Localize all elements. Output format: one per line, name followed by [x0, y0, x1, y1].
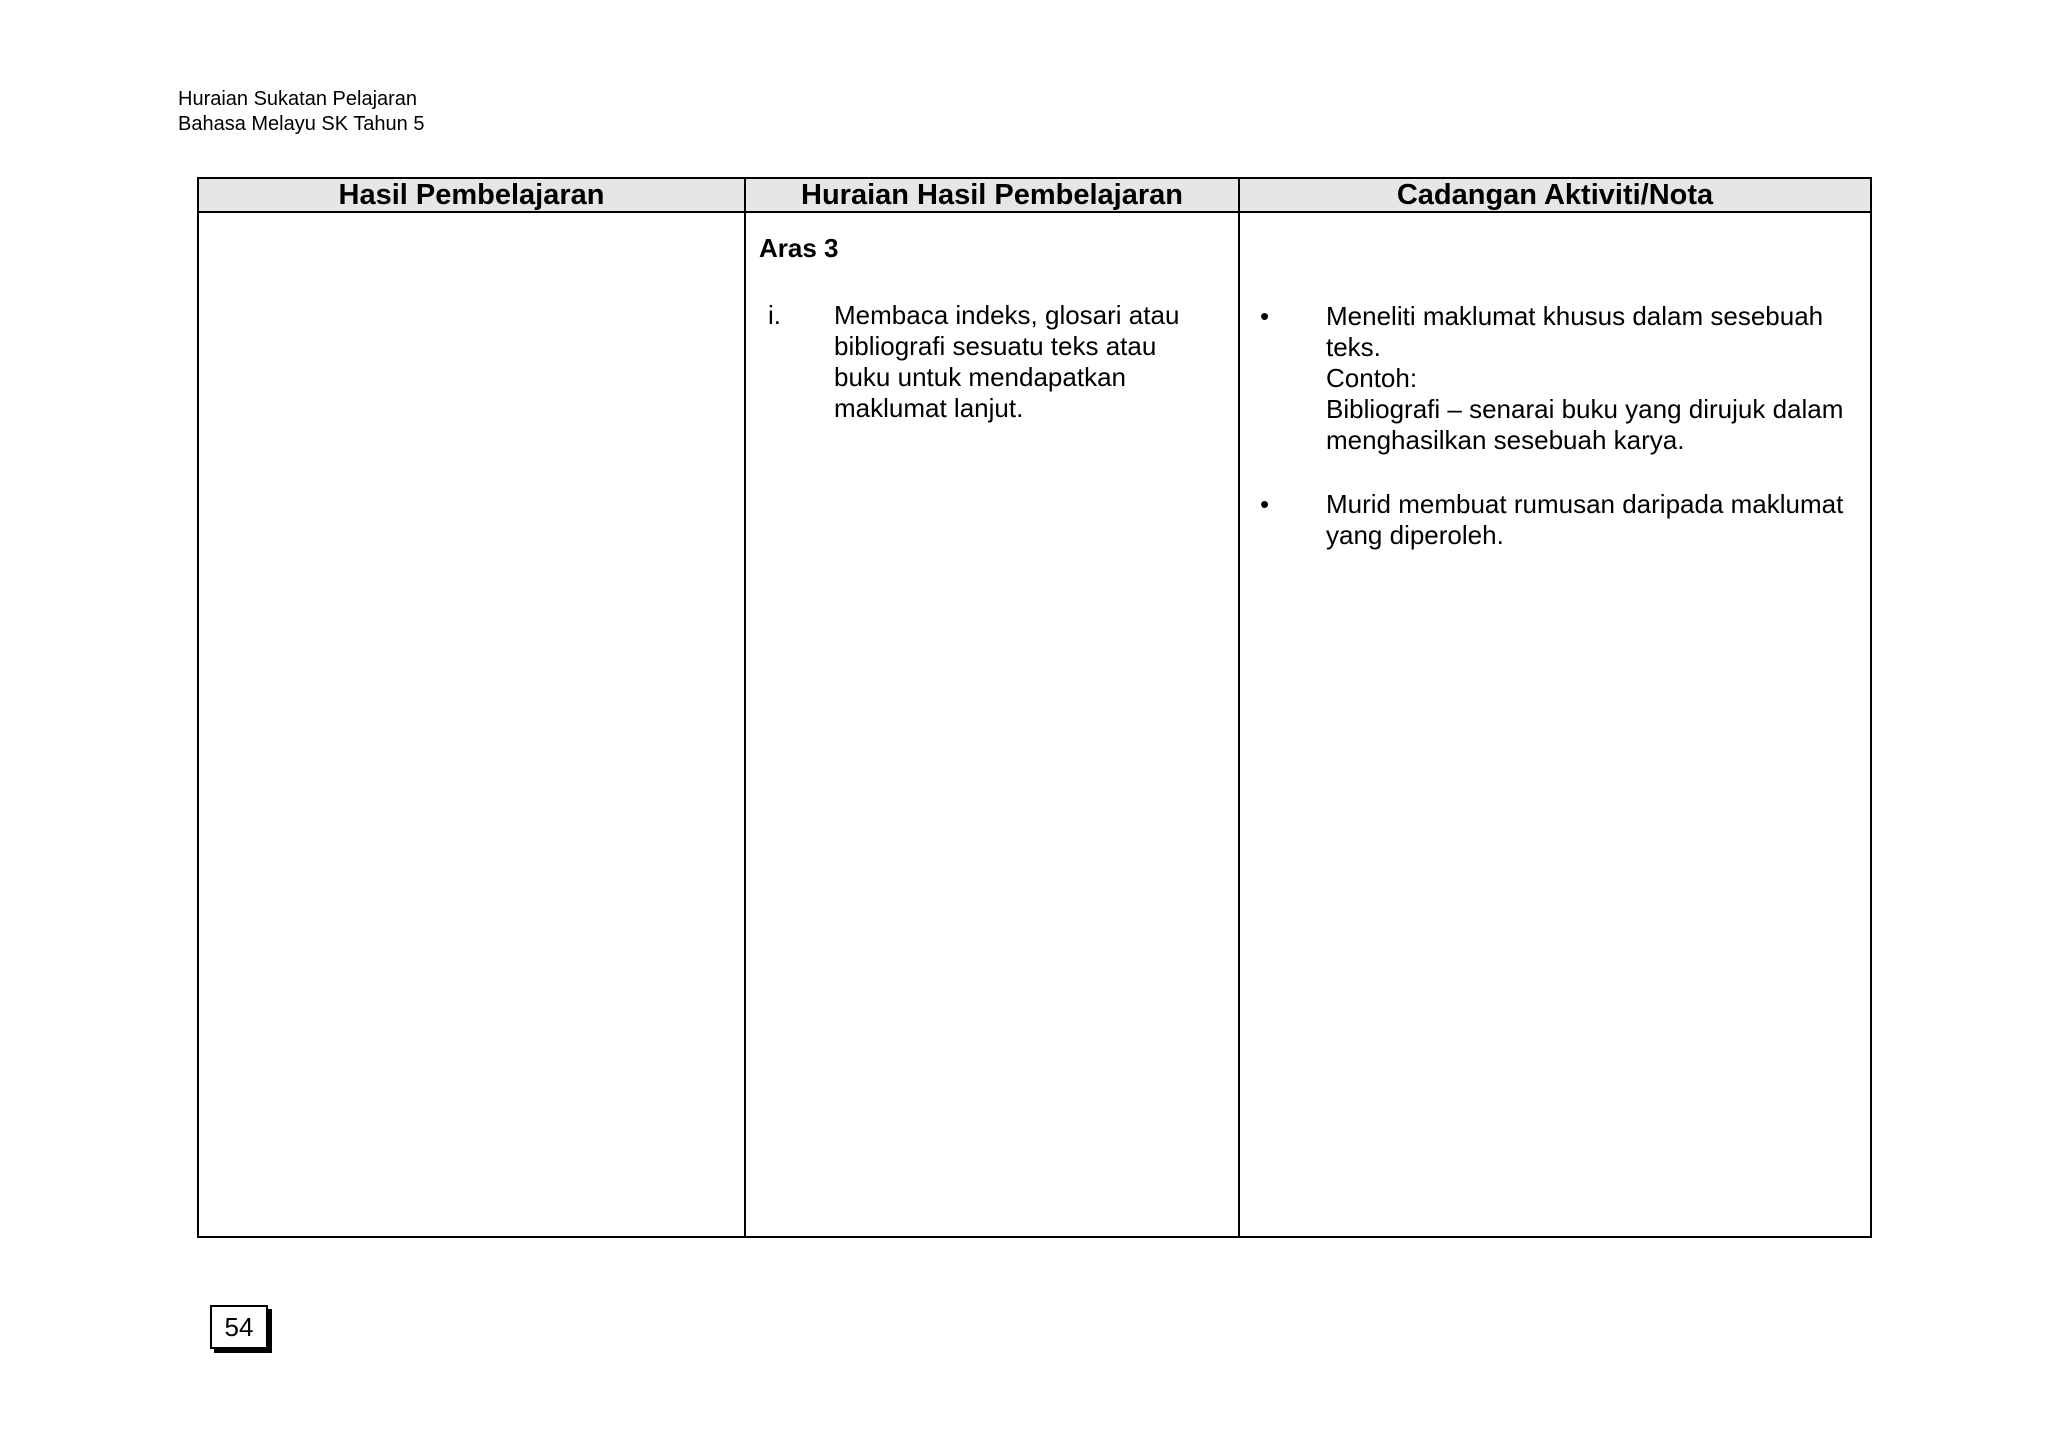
- bullet-line: Contoh:: [1326, 363, 1418, 393]
- item-number: i.: [768, 300, 781, 330]
- item-text: Membaca indeks, glosari atau bibliografi sesuatu teks atau buku untuk mendapatkan maklumat lanjut.: [834, 300, 1180, 423]
- bullet-icon: •: [1260, 301, 1270, 331]
- list-item: [768, 300, 1208, 424]
- syllabus-table: [197, 177, 1872, 1238]
- list-item: [1260, 301, 1860, 456]
- bullet-line: Murid membuat rumusan daripada maklumat yang diperoleh.: [1326, 489, 1844, 550]
- list-item: [1260, 489, 1860, 551]
- cell-cadangan: [1239, 212, 1870, 1236]
- document-header: [178, 87, 424, 137]
- header-line-1: Huraian Sukatan Pelajaran: [178, 88, 418, 110]
- bullet-icon: •: [1260, 489, 1270, 519]
- header-hasil-pembelajaran: Hasil Pembelajaran: [199, 179, 745, 212]
- header-cadangan-aktiviti: Cadangan Aktiviti/Nota: [1239, 179, 1870, 212]
- bullet-line: Meneliti maklumat khusus dalam sesebuah teks.: [1326, 301, 1824, 362]
- bullet-list: [1260, 301, 1860, 584]
- header-line-2: Bahasa Melayu SK Tahun 5: [178, 113, 425, 135]
- header-huraian-hasil-pembelajaran: Huraian Hasil Pembelajaran: [745, 179, 1239, 212]
- cell-huraian: [745, 212, 1239, 1236]
- bullet-line: Bibliografi – senarai buku yang dirujuk dalam menghasilkan sesebuah karya.: [1326, 394, 1844, 455]
- table-header-row: [199, 179, 1870, 212]
- cell-hasil-pembelajaran: [199, 212, 745, 1236]
- table-row: [199, 212, 1870, 1236]
- aras-title: Aras 3: [759, 233, 839, 263]
- page-number: 54: [210, 1305, 268, 1349]
